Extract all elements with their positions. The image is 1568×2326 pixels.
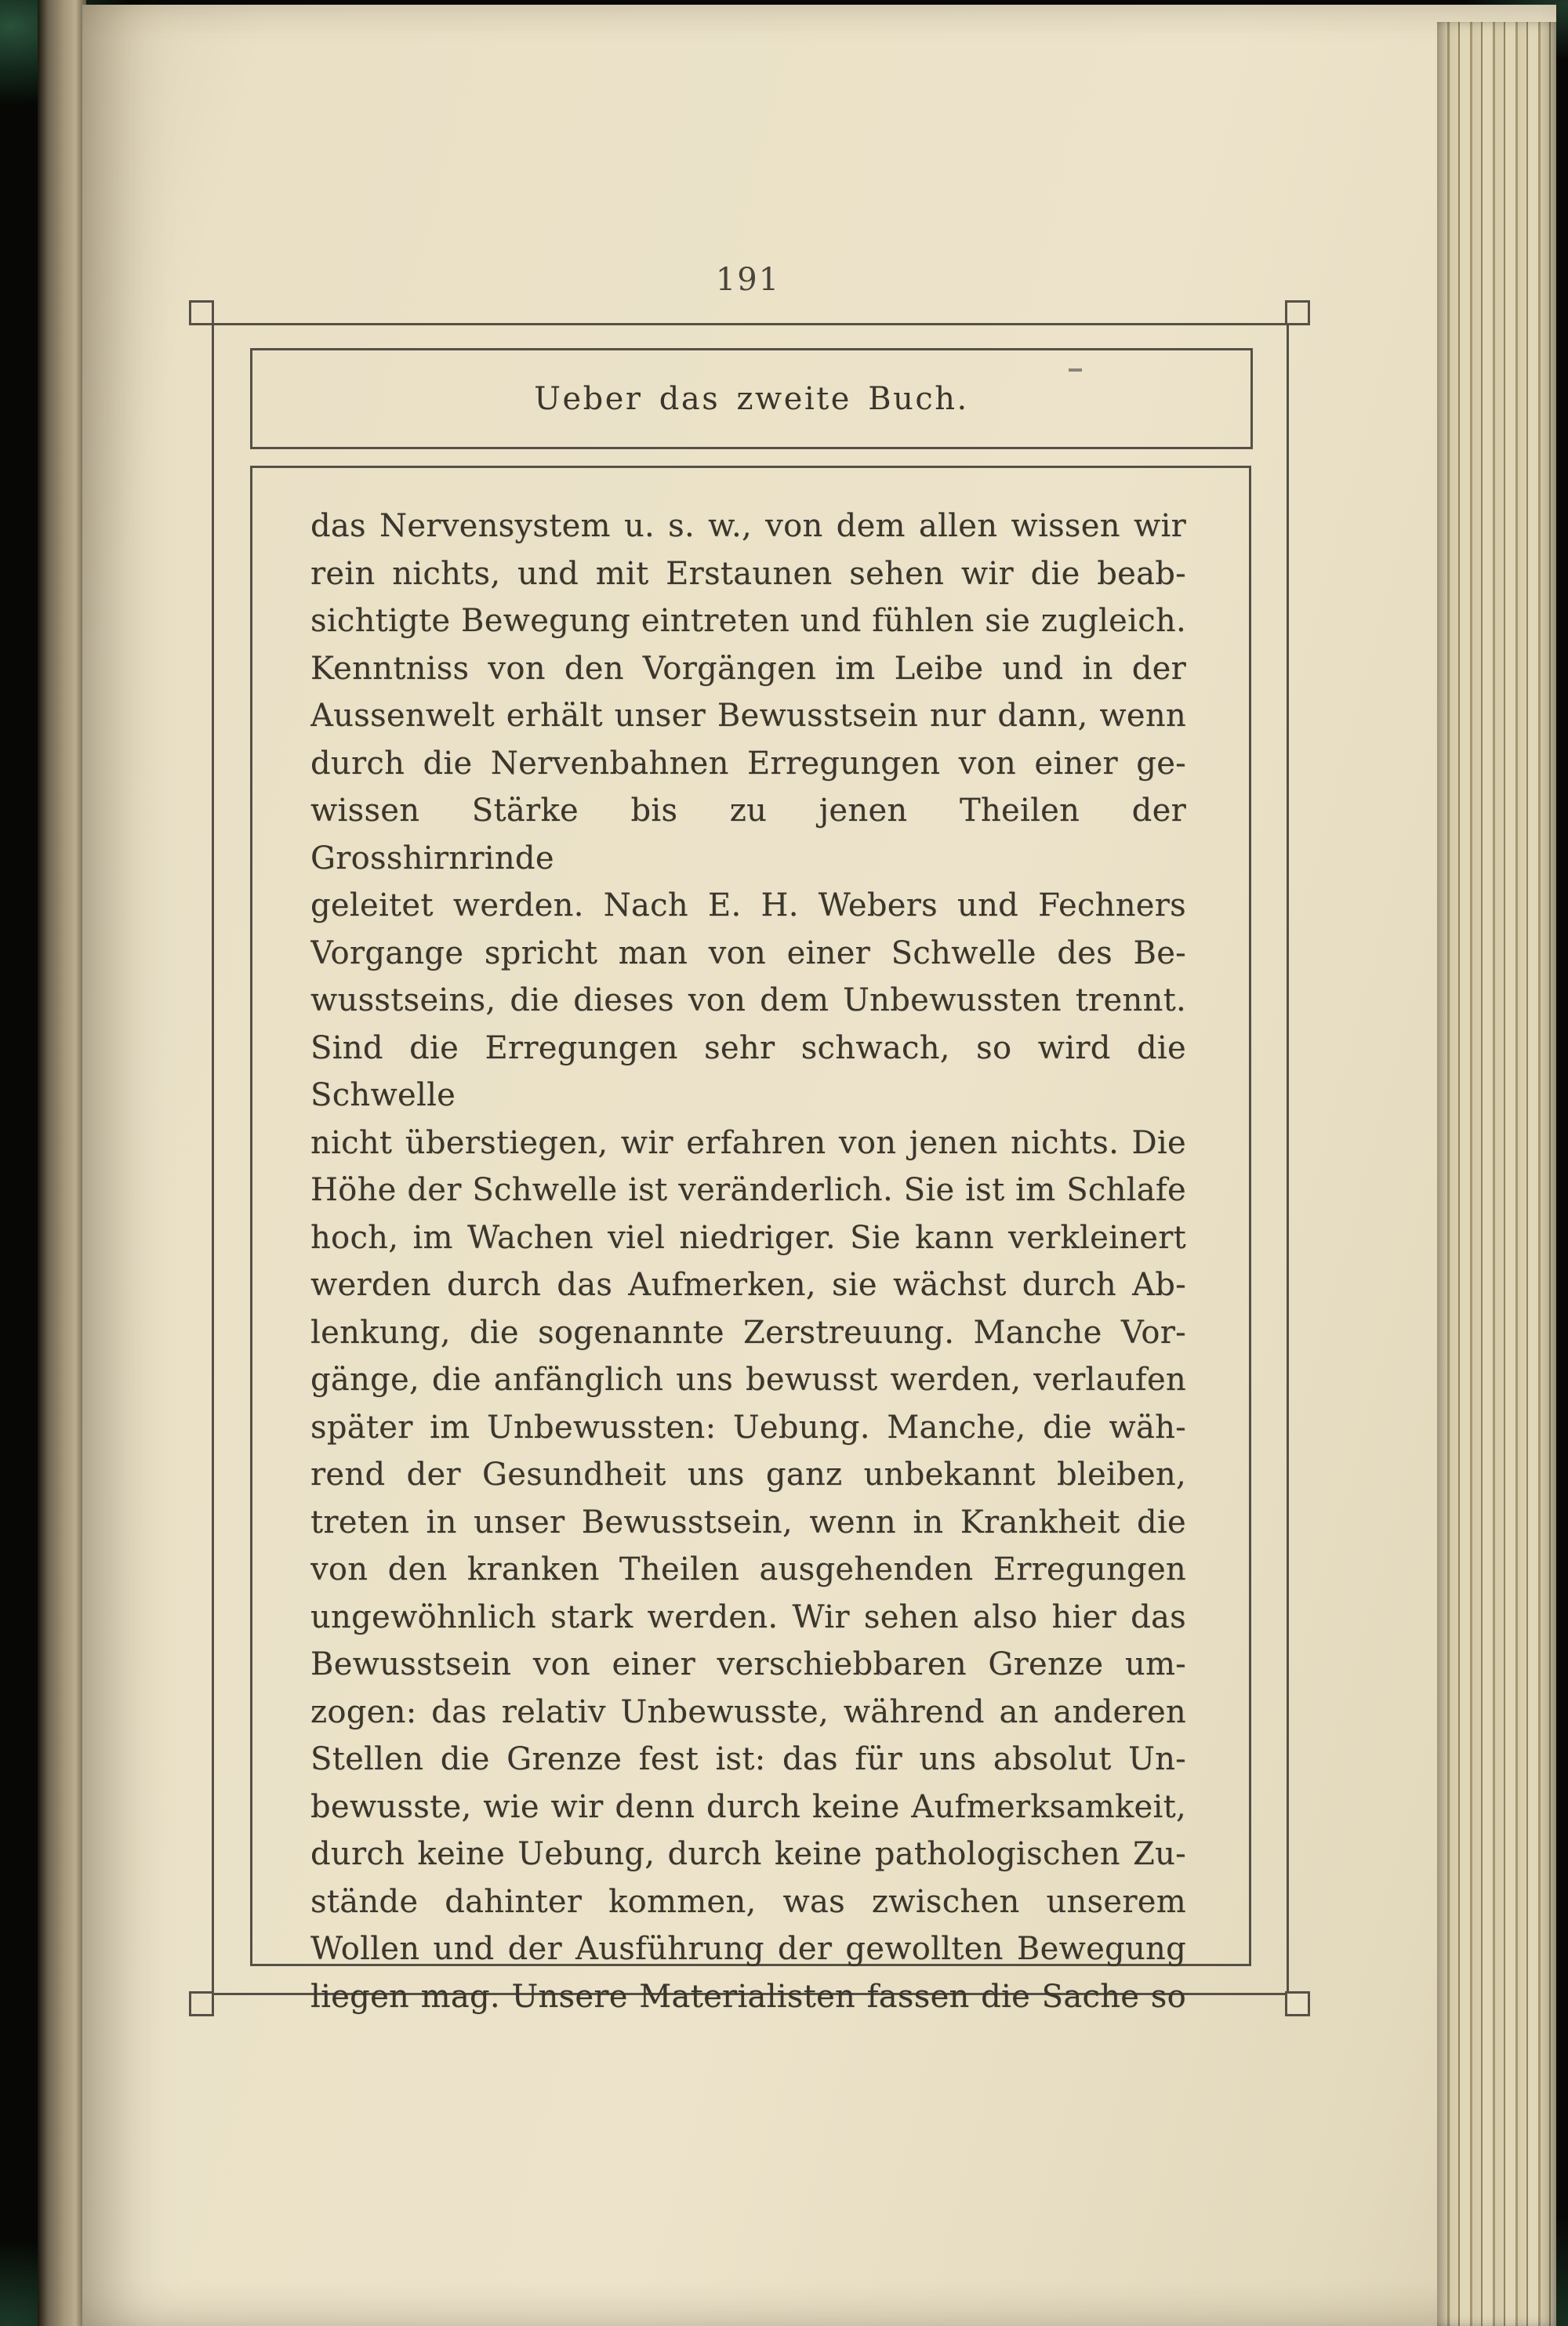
body-text-line: stände dahinter kommen, was zwischen unserem — [310, 1883, 1186, 1920]
body-text-line: geleitet werden. Nach E. H. Webers und Fechners — [310, 887, 1186, 924]
body-text-box — [250, 466, 1251, 2015]
body-text-line: Sind die Erregungen sehr schwach, so wird die Schwelle — [310, 1029, 1186, 1113]
frame-corner-square-bottom-right — [1285, 1991, 1310, 2016]
frame-corner-square-top-left — [189, 300, 214, 325]
body-text-line: Bewusstsein von einer verschiebbaren Grenze um- — [310, 1646, 1186, 1682]
book-page-paper — [82, 5, 1556, 2326]
body-text-line: liegen mag. Unsere Materialisten fassen die Sache so — [310, 1978, 1186, 2015]
body-text-line: gänge, die anfänglich uns bewusst werden, verlaufen — [310, 1362, 1186, 1398]
running-head-box — [250, 348, 1253, 449]
body-text-line: Kenntniss von den Vorgängen im Leibe und in der — [310, 650, 1186, 687]
body-text-line: sichtigte Bewegung eintreten und fühlen sie zugleich. — [310, 603, 1186, 639]
body-text-line: rein nichts, und mit Erstaunen sehen wir die beab- — [310, 555, 1186, 592]
body-text-line: rend der Gesundheit uns ganz unbekannt bleiben, — [310, 1457, 1186, 1493]
body-text — [310, 503, 1186, 2020]
body-text-line: Wollen und der Ausführung der gewollten Bewegung — [310, 1931, 1186, 1967]
page-stack-edges — [1437, 22, 1556, 2326]
running-head-title: Ueber das zweite Buch. — [534, 380, 969, 417]
body-text-line: bewusste, wie wir denn durch keine Aufmerksamkeit, — [310, 1788, 1186, 1825]
body-text-line: von den kranken Theilen ausgehenden Erregungen — [310, 1551, 1186, 1588]
body-text-line: werden durch das Aufmerken, sie wächst durch Ab- — [310, 1267, 1186, 1303]
frame-corner-square-bottom-left — [189, 1991, 214, 2016]
body-text-line: nicht überstiegen, wir erfahren von jenen nichts. Die — [310, 1124, 1186, 1161]
body-text-line: wissen Stärke bis zu jenen Theilen der Grosshirnrinde — [310, 793, 1186, 876]
body-text-line: wusstseins, die dieses von dem Unbewussten trennt. — [310, 982, 1186, 1018]
body-text-line: zogen: das relativ Unbewusste, während an anderen — [310, 1693, 1186, 1730]
book-gutter-edge — [38, 0, 86, 2326]
body-text-line: durch keine Uebung, durch keine pathologischen Zu- — [310, 1836, 1186, 1872]
body-text-line: durch die Nervenbahnen Erregungen von einer ge- — [310, 745, 1186, 782]
body-text-line: Stellen die Grenze fest ist: das für uns absolut Un- — [310, 1741, 1186, 1777]
body-text-line: später im Unbewussten: Uebung. Manche, die wäh- — [310, 1409, 1186, 1446]
frame-corner-square-top-right — [1285, 300, 1310, 325]
body-text-line: Vorgange spricht man von einer Schwelle des Be- — [310, 934, 1186, 971]
body-text-line: Höhe der Schwelle ist veränderlich. Sie ist im Schlafe — [310, 1172, 1186, 1208]
body-text-line: treten in unser Bewusstsein, wenn in Krankheit die — [310, 1504, 1186, 1540]
body-text-line: hoch, im Wachen viel niedriger. Sie kann verkleinert — [310, 1219, 1186, 1256]
print-artifact-mark — [1069, 368, 1082, 372]
body-text-line: Aussenwelt erhält unser Bewusstsein nur dann, wenn — [310, 698, 1186, 734]
body-text-line: das Nervensystem u. s. w., von dem allen wissen wir — [310, 508, 1186, 544]
body-text-line: ungewöhnlich stark werden. Wir sehen also hier das — [310, 1598, 1186, 1635]
page-number: 191 — [715, 262, 781, 298]
body-text-line: lenkung, die sogenannte Zerstreuung. Manche Vor- — [310, 1314, 1186, 1351]
